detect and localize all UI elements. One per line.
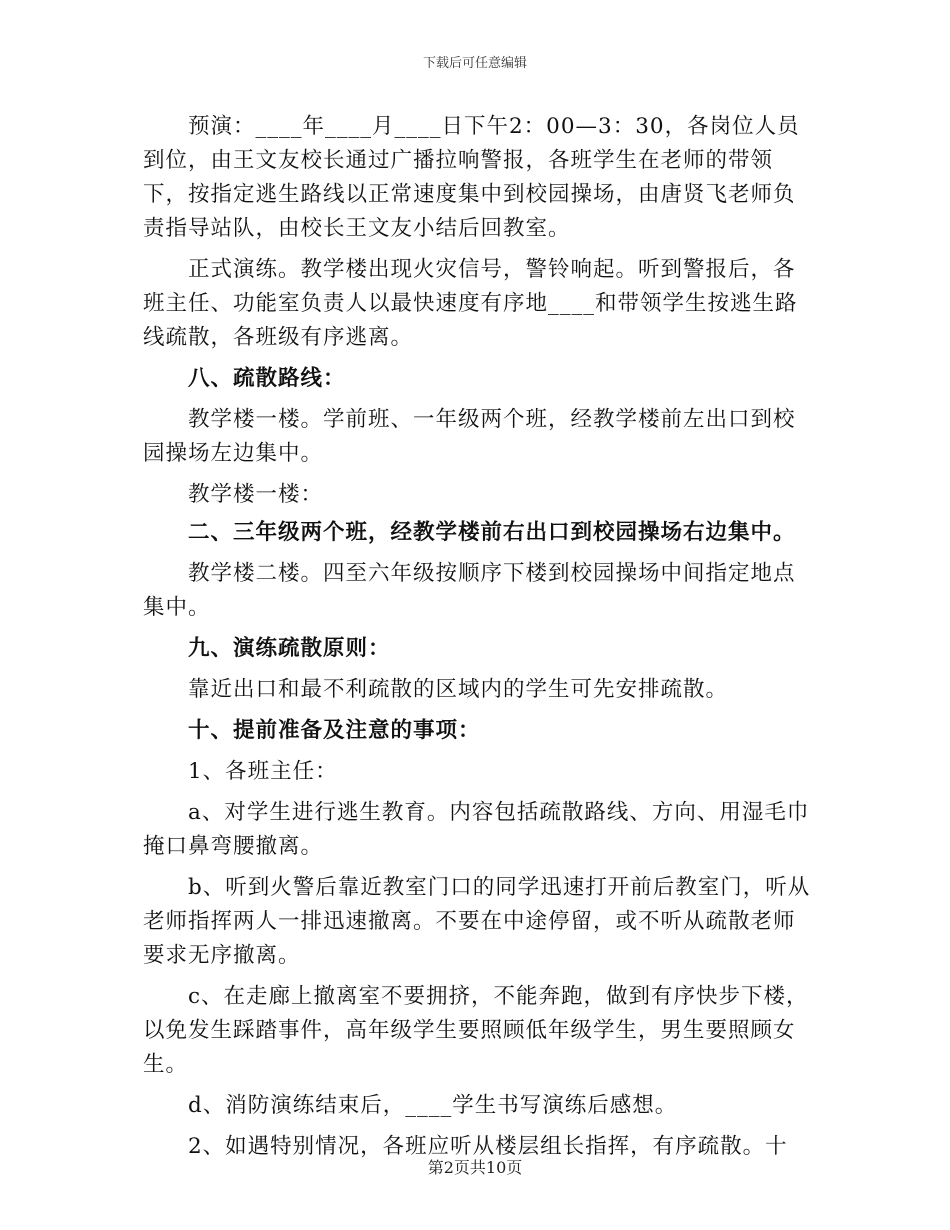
paragraph-special-case: 2、如遇特别情况，各班应听从楼层组长指挥，有序疏散。十 xyxy=(188,1134,788,1159)
page-header: 下载后可任意编辑 xyxy=(422,56,527,71)
paragraph-grade2-3-route: 二、三年级两个班，经教学楼前右出口到校园操场右边集中。 xyxy=(188,520,796,545)
heading-preparation: 十、提前准备及注意的事项： xyxy=(188,718,481,743)
paragraph-item-a: a、对学生进行逃生教育。内容包括疏散路线、方向、用湿毛巾掩口鼻弯腰撤离。 xyxy=(143,800,810,859)
paragraph-formal-drill: 正式演练。教学楼出现火灾信号，警铃响起。听到警报后，各班主任、功能室负责人以最快速度有序地____和带领学生按逃生路线疏散，各班级有序逃离。 xyxy=(143,257,798,350)
document-body xyxy=(143,110,813,1171)
paragraph-building-floor1-b: 教学楼一楼： xyxy=(188,482,324,507)
heading-evacuation-principle: 九、演练疏散原则： xyxy=(188,636,391,661)
paragraph-item-d: d、消防演练结束后，____学生书写演练后感想。 xyxy=(188,1093,678,1118)
paragraph-item-b: b、听到火警后靠近教室门口的同学迅速打开前后教室门，听从老师指挥两人一排迅速撤离。不要在中途停留，或不听从疏散老师要求无序撤离。 xyxy=(143,875,811,968)
paragraph-building-floor2: 教学楼二楼。四至六年级按顺序下楼到校园操场中间指定地点集中。 xyxy=(143,561,796,620)
heading-evacuation-route: 八、疏散路线： xyxy=(188,366,346,391)
page-footer: 第2页共10页 xyxy=(427,1158,523,1177)
paragraph-rehearsal: 预演：____年____月____日下午2：00—3：30，各岗位人员到位，由王文友校长通过广播拉响警报，各班学生在老师的带领下，按指定逃生路线以正常速度集中到校园操场，由唐贤飞老师负责指导站队，由校长王文友小结后回教室。 xyxy=(143,114,800,241)
paragraph-class-teachers: 1、各班主任： xyxy=(188,759,338,784)
paragraph-item-c: c、在走廊上撤离室不要拥挤，不能奔跑，做到有序快步下楼，以免发生踩踏事件，高年级学生要照顾低年级学生，男生要照顾女生。 xyxy=(143,984,809,1077)
paragraph-principle: 靠近出口和最不利疏散的区域内的学生可先安排疏散。 xyxy=(188,677,729,702)
paragraph-building-floor1-a: 教学楼一楼。学前班、一年级两个班，经教学楼前左出口到校园操场左边集中。 xyxy=(143,407,796,466)
